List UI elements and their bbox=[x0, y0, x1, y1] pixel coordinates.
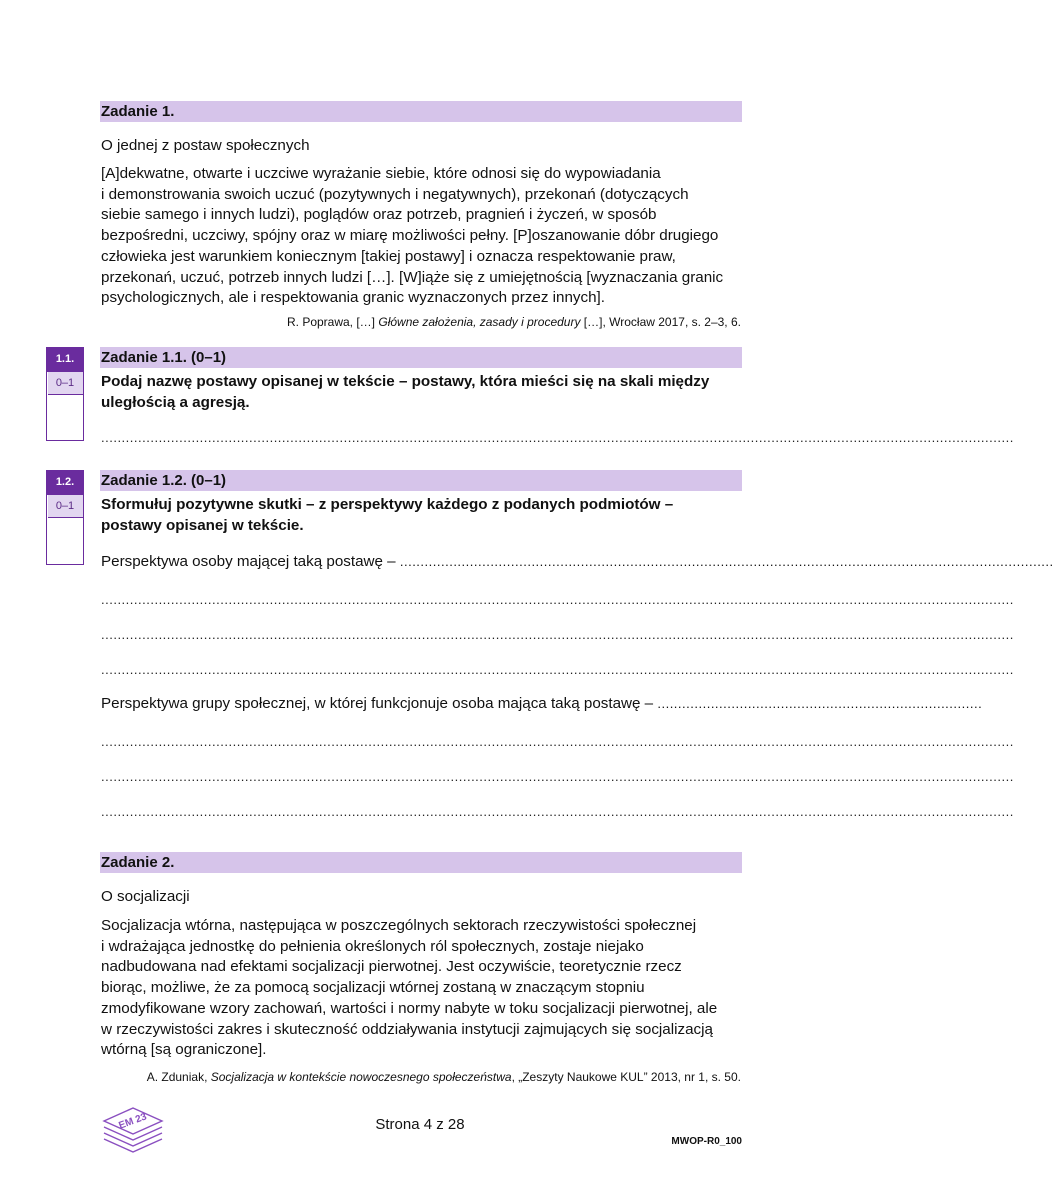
task2-header-bar bbox=[100, 852, 742, 873]
task1-1-prompt bbox=[101, 372, 741, 413]
answer-line[interactable]: .............................................................................................................................................................................................................................. bbox=[101, 734, 1014, 749]
passage-line: przekonań, uczuć, potrzeb innych ludzi […]. [W]iąże się z umiejętnością [wyznaczania granic bbox=[101, 268, 724, 286]
answer-line[interactable]: .............................................................................................................................................................................................................................. bbox=[101, 627, 1014, 642]
task2-header: Zadanie 2. bbox=[101, 854, 175, 871]
task2-passage bbox=[101, 916, 741, 1061]
passage-line: i wdrażająca jednostkę do pełnienia określonych ról społecznych, zostaje niejako bbox=[101, 937, 644, 955]
passage-line: siebie samego i innych ludzi), poglądów oraz potrzeb, pragnień i życzeń, w sposób bbox=[101, 206, 657, 224]
task1-2-points: 0–1 bbox=[48, 495, 83, 518]
source-details: […], Wrocław 2017, s. 2–3, 6. bbox=[580, 315, 741, 329]
passage-line: człowieka jest warunkiem koniecznym [takiej postawy] i oznacza respektowanie praw, bbox=[101, 247, 676, 265]
source-author: A. Zduniak, bbox=[146, 1070, 211, 1084]
passage-line: wtórną [są ograniczone]. bbox=[101, 1041, 267, 1059]
task1-2-prompt bbox=[101, 495, 741, 536]
passage-line: biorąc, możliwe, że za pomocą socjalizacji wtórnej zostaną w znaczącym stopniu bbox=[101, 979, 645, 997]
task1-source bbox=[287, 314, 741, 330]
source-author: R. Poprawa, […] bbox=[286, 315, 379, 329]
task1-passage bbox=[101, 164, 741, 309]
answer-line[interactable]: .............................................................................................................................................................................................................................. bbox=[101, 662, 1014, 677]
document-code: MWOP-R0_100 bbox=[671, 1136, 742, 1147]
task1-1-points: 0–1 bbox=[48, 372, 83, 395]
passage-line: zmodyfikowane wzory zachowań, wartości i normy nabyte w toku socjalizacji pierwotnej, ale bbox=[101, 999, 718, 1017]
prompt-line: uległością a agresją. bbox=[101, 393, 250, 411]
answer-line[interactable]: .............................................................................................................................................................................................................................. bbox=[101, 592, 1014, 607]
answer-line[interactable]: .............................................................................................................................................................................................................................. bbox=[101, 804, 1014, 819]
task1-2-number: 1.2. bbox=[46, 470, 84, 495]
page-number: Strona 4 z 28 bbox=[375, 1116, 465, 1133]
prompt-line: Podaj nazwę postawy opisanej w tekście – postawy, która mieści się na skali między bbox=[101, 373, 710, 390]
source-title: Socjalizacja w kontekście nowoczesnego społeczeństwa bbox=[210, 1070, 512, 1084]
passage-line: psychologicznych, ale i respektowania granic wyznaczonych przez innych]. bbox=[101, 289, 605, 307]
source-title: Główne założenia, zasady i procedury bbox=[378, 315, 581, 329]
passage-line: [A]dekwatne, otwarte i uczciwe wyrażanie siebie, które odnosi się do wypowiadania bbox=[101, 165, 661, 182]
answer-line-1-1[interactable]: .............................................................................................................................................................................................................................. bbox=[101, 430, 1014, 445]
task1-header: Zadanie 1. bbox=[101, 103, 175, 120]
perspective-individual-row[interactable]: Perspektywa osoby mającej taką postawę – ............................................................................................................................................................... bbox=[101, 553, 1054, 570]
task1-2-header: Zadanie 1.2. (0–1) bbox=[101, 472, 227, 489]
task2-source bbox=[147, 1069, 741, 1085]
perspective-group-label: Perspektywa grupy społecznej, w której funkcjonuje osoba mająca taką postawę – bbox=[101, 695, 654, 712]
task2-subtitle: O socjalizacji bbox=[101, 888, 190, 905]
perspective-group-row[interactable]: Perspektywa grupy społecznej, w której funkcjonuje osoba mająca taką postawę – ............................................................................... bbox=[101, 695, 983, 712]
task1-header-bar bbox=[100, 101, 742, 122]
source-details: , „Zeszyty Naukowe KUL” 2013, nr 1, s. 50. bbox=[511, 1070, 741, 1084]
logo-text: EM 23 bbox=[117, 1111, 149, 1132]
prompt-line: postawy opisanej w tekście. bbox=[101, 516, 304, 534]
prompt-line: Sformułuj pozytywne skutki – z perspektywy każdego z podanych podmiotów – bbox=[101, 496, 674, 513]
answer-line[interactable]: .............................................................................................................................................................................................................................. bbox=[101, 769, 1014, 784]
perspective-individual-label: Perspektywa osoby mającej taką postawę – bbox=[101, 553, 396, 570]
passage-line: nadbudowana nad efektami socjalizacji pierwotnej. Jest oczywiście, teoretycznie rzecz bbox=[101, 958, 682, 976]
task1-1-number: 1.1. bbox=[46, 347, 84, 372]
task1-1-header: Zadanie 1.1. (0–1) bbox=[101, 349, 227, 366]
task1-subtitle: O jednej z postaw społecznych bbox=[101, 137, 310, 154]
passage-line: w rzeczywistości zakres i skuteczność oddziaływania instytucji zajmujących się socjalizacją bbox=[101, 1020, 713, 1038]
passage-line: i demonstrowania swoich uczuć (pozytywnych i negatywnych), przekonań (dotyczących bbox=[101, 185, 689, 203]
passage-line: bezpośredni, uczciwy, spójny oraz w miarę możliwości pełny. [P]oszanowanie dóbr drugiego bbox=[101, 227, 719, 245]
passage-line: Socjalizacja wtórna, następująca w poszczególnych sektorach rzeczywistości społecznej bbox=[101, 917, 697, 934]
